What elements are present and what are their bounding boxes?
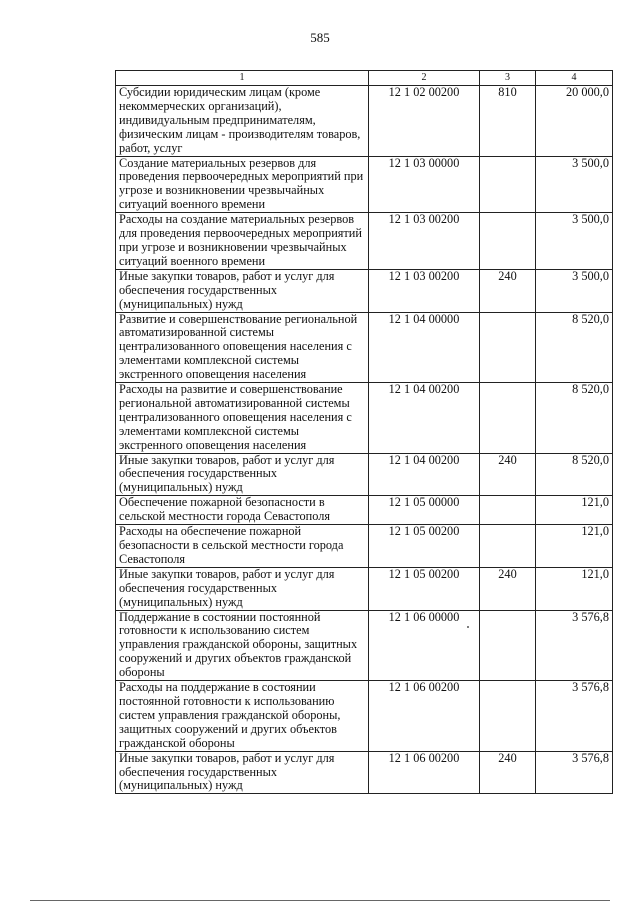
page-number: 585 xyxy=(310,30,330,45)
budget-table xyxy=(115,70,613,794)
row-amount: 3 576,8 xyxy=(536,751,613,794)
row-amount: 8 520,0 xyxy=(536,312,613,383)
scan-bottom-edge xyxy=(30,900,610,901)
table-row xyxy=(116,610,613,681)
row-type: 240 xyxy=(480,751,536,794)
column-header-1: 1 xyxy=(116,71,369,86)
row-name: Поддержание в состоянии постоянной готовности к использованию систем управления гражданской обороны, защитных сооружений и других объектов гражданской обороны xyxy=(116,610,369,681)
row-amount: 121,0 xyxy=(536,525,613,568)
row-code: 12 1 05 00200 xyxy=(369,567,480,610)
row-type xyxy=(480,496,536,525)
column-header-3: 3 xyxy=(480,71,536,86)
row-code: 12 1 03 00200 xyxy=(369,269,480,312)
column-header-2: 2 xyxy=(369,71,480,86)
row-amount: 3 500,0 xyxy=(536,269,613,312)
row-name: Расходы на создание материальных резервов для проведения первоочередных мероприятий при угрозе и возникновении чрезвычайных ситуаций военного времени xyxy=(116,213,369,270)
row-amount: 121,0 xyxy=(536,567,613,610)
table-row xyxy=(116,751,613,794)
row-amount: 3 576,8 xyxy=(536,610,613,681)
row-name: Иные закупки товаров, работ и услуг для обеспечения государственных (муниципальных) нужд xyxy=(116,269,369,312)
scan-speck xyxy=(467,626,469,628)
row-name: Расходы на обеспечение пожарной безопасности в сельской местности города Севастополя xyxy=(116,525,369,568)
row-type: 240 xyxy=(480,269,536,312)
table-row xyxy=(116,496,613,525)
table-row xyxy=(116,312,613,383)
table-header-row xyxy=(116,71,613,86)
table-row xyxy=(116,453,613,496)
row-code: 12 1 05 00200 xyxy=(369,525,480,568)
row-name: Обеспечение пожарной безопасности в сельской местности города Севастополя xyxy=(116,496,369,525)
row-type: 810 xyxy=(480,86,536,157)
row-type xyxy=(480,312,536,383)
row-amount: 3 500,0 xyxy=(536,156,613,213)
row-code: 12 1 03 00000 xyxy=(369,156,480,213)
row-type xyxy=(480,156,536,213)
row-name: Иные закупки товаров, работ и услуг для обеспечения государственных (муниципальных) нужд xyxy=(116,751,369,794)
table-row xyxy=(116,213,613,270)
row-type xyxy=(480,610,536,681)
row-type xyxy=(480,383,536,454)
row-code: 12 1 06 00200 xyxy=(369,751,480,794)
row-name: Развитие и совершенствование региональной автоматизированной системы централизованного оповещения населения с элементами комплексной системы экстренного оповещения населения xyxy=(116,312,369,383)
row-type xyxy=(480,213,536,270)
row-amount: 20 000,0 xyxy=(536,86,613,157)
row-name: Субсидии юридическим лицам (кроме некоммерческих организаций), индивидуальным предпринимателям, физическим лицам - производителям товаров, работ, услуг xyxy=(116,86,369,157)
row-code: 12 1 02 00200 xyxy=(369,86,480,157)
row-name: Создание материальных резервов для проведения первоочередных мероприятий при угрозе и возникновении чрезвычайных ситуаций военного времени xyxy=(116,156,369,213)
row-name: Расходы на развитие и совершенствование региональной автоматизированной системы централизованного оповещения населения с элементами комплексной системы экстренного оповещения населения xyxy=(116,383,369,454)
row-type xyxy=(480,681,536,752)
table-row xyxy=(116,681,613,752)
row-code: 12 1 04 00200 xyxy=(369,453,480,496)
row-name: Расходы на поддержание в состоянии постоянной готовности к использованию систем управления гражданской обороны, защитных сооружений и других объектов гражданской обороны xyxy=(116,681,369,752)
table-row xyxy=(116,269,613,312)
row-name: Иные закупки товаров, работ и услуг для обеспечения государственных (муниципальных) нужд xyxy=(116,567,369,610)
row-type: 240 xyxy=(480,453,536,496)
column-header-4: 4 xyxy=(536,71,613,86)
table-row xyxy=(116,86,613,157)
row-name: Иные закупки товаров, работ и услуг для обеспечения государственных (муниципальных) нужд xyxy=(116,453,369,496)
row-type: 240 xyxy=(480,567,536,610)
row-code: 12 1 03 00200 xyxy=(369,213,480,270)
row-amount: 3 500,0 xyxy=(536,213,613,270)
row-amount: 8 520,0 xyxy=(536,383,613,454)
row-code: 12 1 06 00000 xyxy=(369,610,480,681)
row-amount: 121,0 xyxy=(536,496,613,525)
row-code: 12 1 05 00000 xyxy=(369,496,480,525)
row-amount: 8 520,0 xyxy=(536,453,613,496)
row-code: 12 1 04 00200 xyxy=(369,383,480,454)
table-row xyxy=(116,383,613,454)
table-row xyxy=(116,525,613,568)
row-type xyxy=(480,525,536,568)
table-row xyxy=(116,156,613,213)
row-code: 12 1 04 00000 xyxy=(369,312,480,383)
row-code: 12 1 06 00200 xyxy=(369,681,480,752)
table-row xyxy=(116,567,613,610)
row-amount: 3 576,8 xyxy=(536,681,613,752)
